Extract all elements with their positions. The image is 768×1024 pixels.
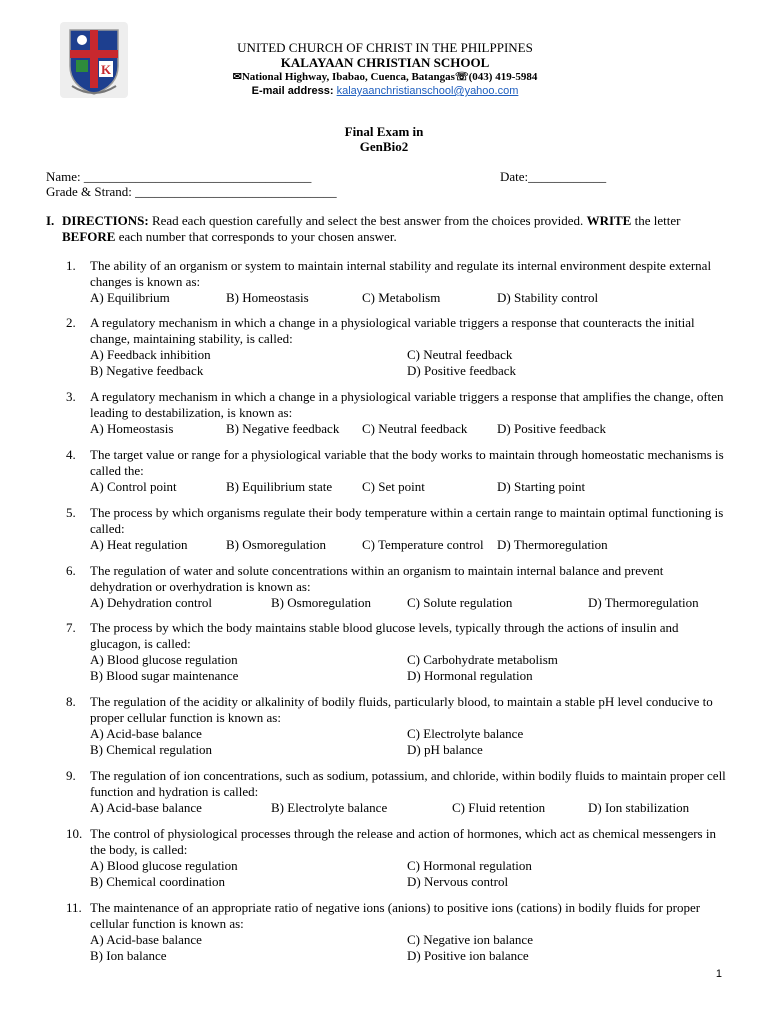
answer-option[interactable]: A) Acid-base balance	[90, 800, 202, 815]
answer-option[interactable]: C) Set point	[362, 479, 425, 494]
answer-option[interactable]: A) Acid-base balance	[90, 726, 202, 741]
school-logo	[58, 20, 130, 100]
question-number: 10.	[66, 826, 83, 841]
answer-options	[90, 421, 726, 437]
answer-option[interactable]: D) Stability control	[497, 290, 599, 305]
answer-options	[90, 595, 726, 611]
question-text: A regulatory mechanism in which a change in a physiological variable triggers a response that amplifies the change, often leading to destabilization, is known as:	[90, 389, 724, 420]
answer-options	[90, 858, 726, 890]
exam-subject: GenBio2	[359, 139, 409, 154]
answer-option[interactable]: B) Ion balance	[90, 948, 167, 963]
answer-option[interactable]: B) Chemical coordination	[90, 874, 226, 889]
directions: I. DIRECTIONS: Read each question carefully and select the best answer from the choices provided. WRITE the letter BEFORE each number that corresponds to your chosen answer.	[46, 213, 681, 244]
answer-option[interactable]: A) Homeostasis	[90, 421, 174, 436]
section-number: I.	[46, 213, 55, 228]
date-field[interactable]: Date:____________	[500, 169, 607, 184]
question-text: The regulation of ion concentrations, such as sodium, potassium, and chloride, within bodily fluids to maintain proper cell function and hydration is called:	[90, 768, 726, 799]
answer-option[interactable]: D) pH balance	[407, 742, 483, 757]
question-number: 9.	[66, 768, 76, 783]
answer-option[interactable]: D) Ion stabilization	[588, 800, 690, 815]
answer-option[interactable]: B) Negative feedback	[226, 421, 340, 436]
answer-options	[90, 347, 726, 379]
answer-option[interactable]: B) Negative feedback	[90, 363, 204, 378]
grade-strand-field[interactable]: Grade & Strand: _______________________________	[46, 184, 337, 199]
question-number: 1.	[66, 258, 76, 273]
answer-option[interactable]: B) Homeostasis	[226, 290, 309, 305]
page-number: 1	[715, 968, 722, 980]
answer-option[interactable]: A) Heat regulation	[90, 537, 188, 552]
answer-options	[90, 726, 726, 758]
question-text: The regulation of the acidity or alkalinity of bodily fluids, particularly blood, to maintain a stable pH level conducive to proper cellular function is known as:	[90, 694, 713, 725]
answer-options	[90, 537, 726, 553]
question-item	[66, 389, 726, 437]
answer-option[interactable]: C) Temperature control	[362, 537, 484, 552]
answer-option[interactable]: D) Positive feedback	[497, 421, 607, 436]
answer-option[interactable]: D) Nervous control	[407, 874, 509, 889]
answer-option[interactable]: D) Starting point	[497, 479, 586, 494]
answer-option[interactable]: A) Blood glucose regulation	[90, 858, 238, 873]
answer-option[interactable]: C) Metabolism	[362, 290, 441, 305]
answer-option[interactable]: C) Negative ion balance	[407, 932, 533, 947]
question-text: The control of physiological processes through the release and action of hormones, which act as chemical messengers in the body, is called:	[90, 826, 716, 857]
address: National Highway, Ibabao, Cuenca, Batangas	[241, 71, 455, 83]
question-item	[66, 768, 726, 816]
phone: (043) 419-5984	[468, 71, 538, 83]
answer-option[interactable]: B) Osmoregulation	[226, 537, 327, 552]
svg-text:K: K	[100, 62, 112, 77]
email-line	[150, 84, 620, 98]
question-text: The maintenance of an appropriate ratio of negative ions (anions) to positive ions (cations) in bodily fluids for proper cellular function is known as:	[90, 900, 701, 931]
answer-options	[90, 932, 726, 964]
address-line	[150, 70, 620, 84]
answer-option[interactable]: D) Hormonal regulation	[407, 668, 533, 683]
question-item	[66, 447, 726, 495]
answer-option[interactable]: A) Dehydration control	[90, 595, 213, 610]
answer-option[interactable]: C) Electrolyte balance	[407, 726, 524, 741]
question-number: 7.	[66, 620, 76, 635]
envelope-icon: ✉	[232, 71, 242, 83]
answer-option[interactable]: C) Hormonal regulation	[407, 858, 532, 873]
question-number: 8.	[66, 694, 76, 709]
answer-options	[90, 290, 726, 306]
question-number: 2.	[66, 315, 76, 330]
question-number: 5.	[66, 505, 76, 520]
church-name: UNITED CHURCH OF CHRIST IN THE PHILPPINES	[237, 40, 533, 55]
answer-option[interactable]: B) Chemical regulation	[90, 742, 213, 757]
phone-icon: ☏	[454, 71, 469, 83]
question-item	[66, 620, 726, 684]
question-number: 4.	[66, 447, 76, 462]
answer-option[interactable]: D) Thermoregulation	[497, 537, 608, 552]
answer-option[interactable]: C) Fluid retention	[452, 800, 546, 815]
answer-option[interactable]: C) Solute regulation	[407, 595, 513, 610]
question-number: 6.	[66, 563, 76, 578]
answer-option[interactable]: D) Positive feedback	[407, 363, 517, 378]
answer-option[interactable]: A) Feedback inhibition	[90, 347, 211, 362]
answer-option[interactable]: D) Positive ion balance	[407, 948, 529, 963]
email-link[interactable]: kalayaanchristianschool@yahoo.com	[336, 85, 519, 97]
question-item	[66, 694, 726, 758]
answer-options	[90, 479, 726, 495]
answer-option[interactable]: A) Blood glucose regulation	[90, 652, 238, 667]
question-item	[66, 505, 726, 553]
answer-option[interactable]: C) Neutral feedback	[362, 421, 468, 436]
answer-option[interactable]: A) Acid-base balance	[90, 932, 202, 947]
question-text: The process by which organisms regulate their body temperature within a certain range to maintain optimal functioning is called:	[90, 505, 724, 536]
question-number: 3.	[66, 389, 76, 404]
question-item	[66, 315, 726, 379]
question-text: The ability of an organism or system to maintain internal stability and regulate its internal environment despite external changes is known as:	[90, 258, 712, 289]
answer-option[interactable]: C) Carbohydrate metabolism	[407, 652, 558, 667]
question-number: 11.	[66, 900, 82, 915]
name-field[interactable]: Name: ___________________________________	[46, 169, 312, 184]
question-item	[66, 900, 726, 964]
directions-label: DIRECTIONS:	[62, 213, 149, 228]
answer-option[interactable]: A) Control point	[90, 479, 177, 494]
question-item	[66, 826, 726, 890]
email-label: E-mail address:	[251, 85, 337, 97]
question-text: The process by which the body maintains stable blood glucose levels, typically through the actions of insulin and glucagon, is called:	[90, 620, 679, 651]
question-text: A regulatory mechanism in which a change in a physiological variable triggers a response that counteracts the initial change, maintaining stability, is called:	[90, 315, 695, 346]
school-name: KALAYAAN CHRISTIAN SCHOOL	[280, 55, 490, 70]
answer-options	[90, 652, 726, 684]
answer-option[interactable]: B) Blood sugar maintenance	[90, 668, 239, 683]
question-text: The target value or range for a physiological variable that the body works to maintain through homeostatic mechanisms is called the:	[90, 447, 724, 478]
question-item	[66, 258, 726, 306]
answer-option[interactable]: C) Neutral feedback	[407, 347, 513, 362]
question-item	[66, 563, 726, 611]
answer-option[interactable]: A) Equilibrium	[90, 290, 170, 305]
answer-option[interactable]: B) Equilibrium state	[226, 479, 333, 494]
answer-option[interactable]: B) Osmoregulation	[271, 595, 372, 610]
question-text: The regulation of water and solute concentrations within an organism to maintain internal balance and prevent dehydration or overhydration is known as:	[90, 563, 664, 594]
school-header	[150, 40, 620, 98]
exam-title: Final Exam in	[344, 124, 424, 139]
answer-option[interactable]: D) Thermoregulation	[588, 595, 699, 610]
answer-option[interactable]: B) Electrolyte balance	[271, 800, 388, 815]
answer-options	[90, 800, 726, 816]
